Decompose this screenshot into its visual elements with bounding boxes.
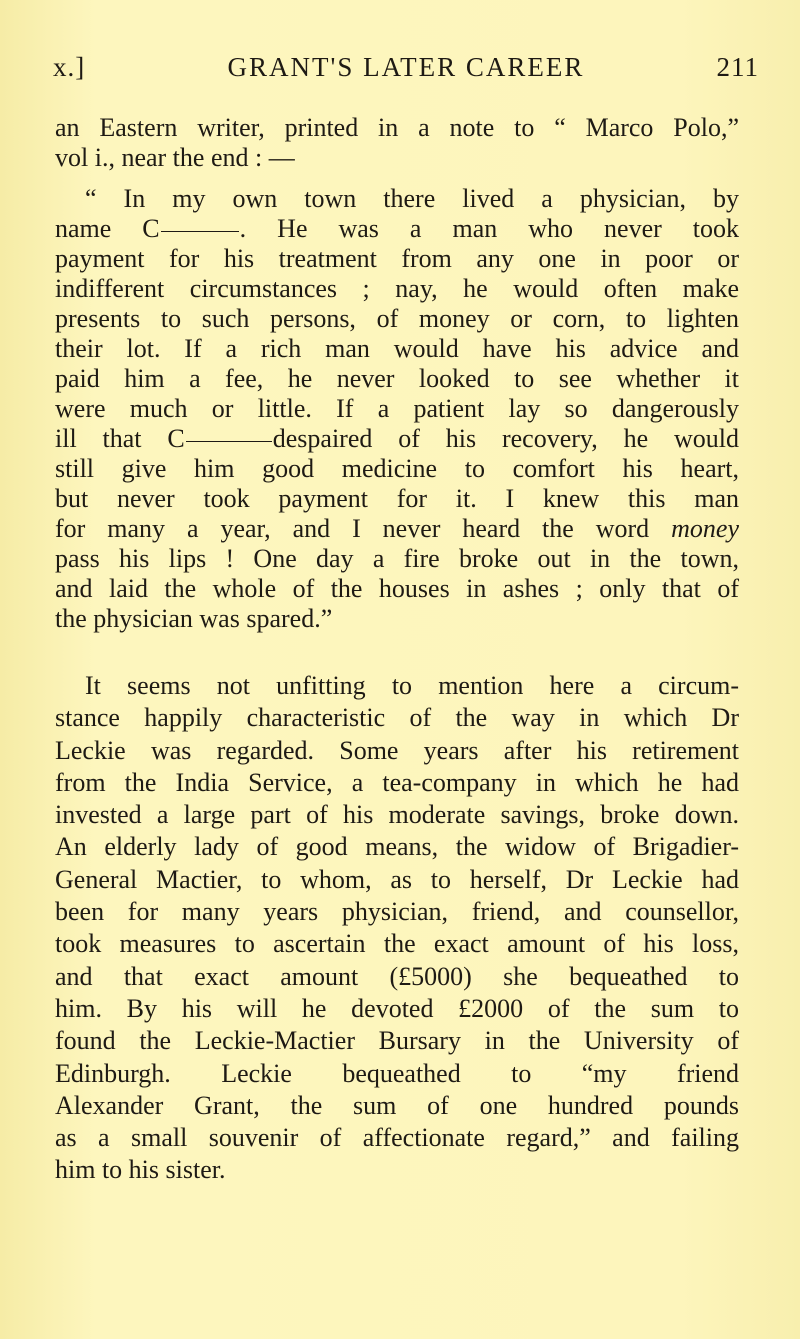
chapter-marker: x.] <box>53 52 86 82</box>
text-line: and that exact amount (£5000) she bequeathed to <box>55 961 739 991</box>
text-line: found the Leckie-Mactier Bursary in the University of <box>55 1026 739 1056</box>
name-dash <box>161 231 239 232</box>
text-line: invested a large part of his moderate savings, broke down. <box>55 800 739 830</box>
text-line: vol i., near the end : — <box>55 143 295 172</box>
text-line: an Eastern writer, printed in a note to “ Marco Polo,” <box>55 113 739 142</box>
text-line: took measures to ascertain the exact amount of his loss, <box>55 929 739 959</box>
quote-line: but never took payment for it. I knew this man <box>55 484 739 513</box>
text-line: It seems not unfitting to mention here a circum- <box>85 671 739 700</box>
text-line: him. By his will he devoted £2000 of the sum to <box>55 993 739 1023</box>
quote-line: name C . He was a man who never took <box>55 214 739 243</box>
text-line: Alexander Grant, the sum of one hundred pounds <box>55 1090 739 1120</box>
quote-line: for many a year, and I never heard the word money <box>55 514 739 543</box>
text-line: Edinburgh. Leckie bequeathed to “my friend <box>55 1058 739 1088</box>
quote-line: “ In my own town there lived a physician, by <box>85 184 739 213</box>
quote-line: ill that C despaired of his recovery, he would <box>55 424 739 453</box>
page-number: 211 <box>716 52 759 82</box>
text-line: An elderly lady of good means, the widow of Brigadier- <box>55 832 739 862</box>
name-dash <box>186 441 272 442</box>
quote-line: payment for his treatment from any one in poor or <box>55 244 739 273</box>
quote-line: paid him a fee, he never looked to see whether it <box>55 364 739 393</box>
text-line: Leckie was regarded. Some years after his retirement <box>55 735 739 765</box>
quote-line: the physician was spared.” <box>55 604 333 633</box>
text-line: from the India Service, a tea-company in which he had <box>55 767 739 797</box>
main-paragraph <box>55 670 739 1187</box>
text-line: him to his sister. <box>55 1155 226 1185</box>
text-line: as a small souvenir of affectionate regard,” and failing <box>55 1123 739 1153</box>
quote-line: presents to such persons, of money or corn, to lighten <box>55 304 739 333</box>
text-line: General Mactier, to whom, as to herself, Dr Leckie had <box>55 864 739 894</box>
quote-line: indifferent circumstances ; nay, he would often make <box>55 274 739 303</box>
quote-line: pass his lips ! One day a fire broke out in the town, <box>55 544 739 573</box>
intro-and-quotation <box>55 113 739 634</box>
italic-word: money <box>671 514 739 543</box>
text-line: been for many years physician, friend, and counsellor, <box>55 897 739 927</box>
quote-line: their lot. If a rich man would have his advice and <box>55 334 739 363</box>
quote-line: were much or little. If a patient lay so dangerously <box>55 394 739 423</box>
quote-line: and laid the whole of the houses in ashes ; only that of <box>55 574 739 603</box>
text-line: stance happily characteristic of the way in which Dr <box>55 703 739 733</box>
running-header <box>53 52 759 88</box>
running-title: GRANT'S LATER CAREER <box>227 52 585 82</box>
quote-line: still give him good medicine to comfort his heart, <box>55 454 739 483</box>
